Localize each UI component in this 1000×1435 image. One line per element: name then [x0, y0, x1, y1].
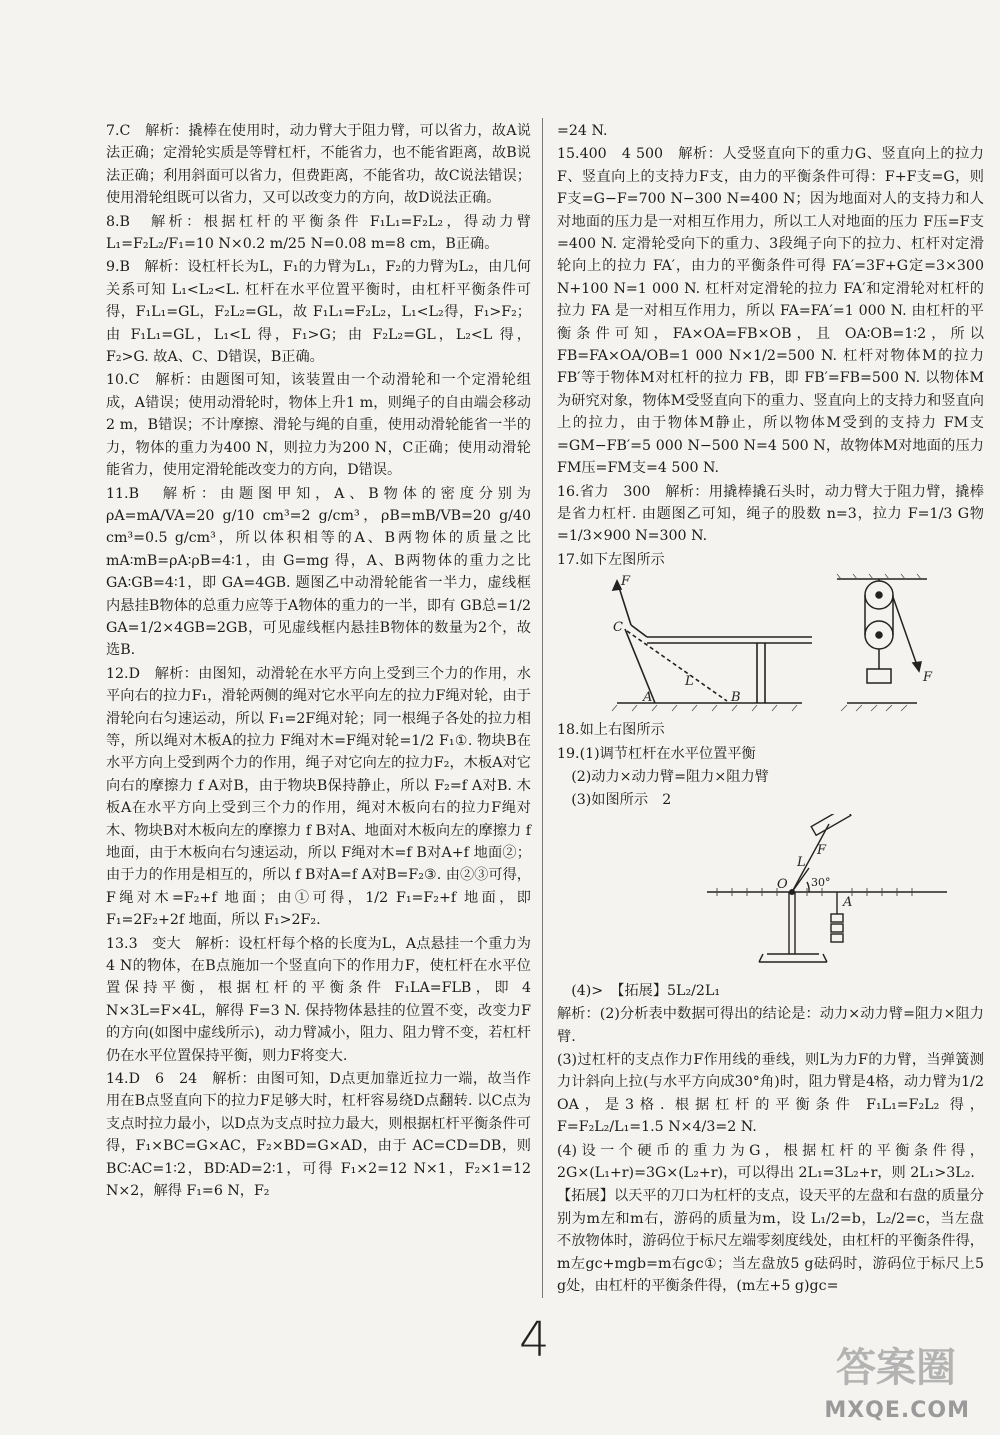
answer-11: 11.B 解析：由题图甲知，A、B物体的密度分别为 ρA=mA/VA=20 g/10 cm³=2 g/cm³，ρB=mB/VB=20 g/40 cm³=0.5 g/cm³，所以体积相等的A、B两物体的质量之比 mA∶mB=ρA∶ρB=4∶1，由 G=mg 得，A、B两物体的重力之比 GA∶GB=4∶1，即 GA=4GB. 题图乙中动滑轮能省一半力，虚线框内悬挂B物体的总重力应等于A物体的重力的一半，即有 GB总=1/2 GA=1/2×4GB=2GB，可见虚线框内悬挂B物体的数量为2个，故选B.: [106, 485, 536, 659]
lever-spring-figure: [697, 814, 957, 974]
label-c: C: [613, 620, 623, 636]
analysis-19-2: 解析：(2)分析表中数据可得出的结论是：动力×动力臂=阻力×阻力臂.: [557, 1006, 984, 1045]
label-l: L: [685, 674, 694, 690]
answer-7: 7.C 解析：撬棒在使用时，动力臂大于阻力臂，可以省力，故A说法正确；定滑轮实质是等臂杠杆，不能省力，也不能省距离，故B说法正确；利用斜面可以省力，但费距离，不能省功，故C说法错误；使用滑轮组既可以省力，又可以改变力的方向，故D说法正确。: [106, 123, 531, 207]
label-f: F: [621, 574, 631, 590]
left-column: [106, 120, 536, 1203]
answer-8: 8.B 解析：根据杠杆的平衡条件 F₁L₁=F₂L₂，得动力臂 L₁=F₂L₂/F₁=10 N×0.2 m/25 N=0.08 m=8 cm，B正确。: [106, 213, 536, 253]
answer-13: 13.3 变大 解析：设杠杆每个格的长度为L，A点悬挂一个重力为4 N的物体，在B点施加一个竖直向下的作用力F，使杠杆在水平位置保持平衡，根据杠杆的平衡条件 F₁LA=FLB，即 4 N×3L=F×4L，解得 F=3 N. 保持物体悬挂的位置不变，改变力F的方向(如图中虚线所示)，动力臂减小，阻力、阻力臂不变，若杠杆仍在水平位置保持平衡，则力F将变大.: [106, 935, 536, 1064]
watermark-logo-text: 答案圈: [836, 1345, 956, 1391]
analysis-19-3: (3)过杠杆的支点作力F作用线的垂线，则L为力F的力臂，当弹簧测力计斜向上拉(与水平方向成30°角)时，阻力臂是4格，动力臂为1/2 OA，是3格. 根据杠杆的平衡条件 F₁L₁=F₂L₂ 得，F=F₂L₂/L₁=1.5 N×4/3=2 N.: [557, 1051, 989, 1136]
label-a-fig19: A: [843, 894, 853, 910]
answer-16: 16.省力 300 解析：用撬棒撬石头时，动力臂大于阻力臂，撬棒是省力杠杆. 由题图乙可知，绳子的股数 n=3，拉力 F=1/3 G物=1/3×900 N=300 N.: [557, 483, 984, 545]
answer-12: 12.D 解析：由图知，动滑轮在水平方向上受到三个力的作用，水平向右的拉力F₁，滑轮两侧的绳对它水平向左的拉力F绳对轮，由于滑轮向右匀速运动，所以 F₁=2F绳对轮；同一根绳子各处的拉力相等，所以绳对木板A的拉力 F绳对木=F绳对轮=1/2 F₁①. 物块B在水平方向上受到两个力的作用，绳子对它向左的拉力F₂，木板A对它向右的摩擦力 f A对B，由于物块B保持静止，所以 F₂=f A对B. 木板A在水平方向上受到三个力的作用，绳对木板向右的拉力F绳对木、物块B对木板向左的摩擦力 f B对A、地面对木板向左的摩擦力 f 地面，由于木板向右匀速运动，所以 F绳对木=f B对A+f 地面②；由于力的作用是相互的，所以 f B对A=f A对B=F₂③. 由②③可得，F绳对木=F₂+f 地面；由①可得，1/2 F₁=F₂+f 地面，即 F₁=2F₂+2f 地面，所以 F₁>2F₂.: [106, 665, 536, 929]
analysis-19-4: (4)设一个硬币的重力为G，根据杠杆的平衡条件得，2G×(L₁+r)=3G×(L₂+r)，可以得出 2L₁=3L₂+r，则 2L₁>3L₂.: [557, 1142, 984, 1181]
label-a: A: [643, 690, 653, 706]
answer-19-2: (2)动力×动力臂=阻力×阻力臂: [557, 768, 769, 785]
label-l-fig19: L: [797, 854, 806, 870]
answer-19-4: (4)> 【拓展】5L₂/2L₁: [557, 982, 721, 999]
answer-14-cont: =24 N.: [557, 123, 608, 139]
answer-19-3: (3)如图所示 2: [557, 792, 672, 809]
label-f-fig19: F: [817, 842, 827, 858]
answer-19-1: 19.(1)调节杠杆在水平位置平衡: [557, 745, 756, 762]
lever-table-figure: [597, 573, 837, 713]
figure-19: [557, 814, 984, 974]
answer-14: 14.D 6 24 解析：由图可知，D点更加靠近拉力一端，故当作用在B点竖直向下的拉力F足够大时，杠杆容易绕D点翻转. 以C点为支点时拉力最小，以D点为支点时拉力最大，则根据杠杆平衡条件可得，F₁×BC=G×AC，F₂×BD=G×AD，由于 AC=CD=DB，则 BC∶AC=1∶2，BD∶AD=2∶1，可得 F₁×2=12 N×1，F₂×1=12 N×2，解得 F₁=6 N，F₂: [106, 1071, 536, 1200]
right-column: [557, 120, 989, 1297]
answer-17: 17.如下左图所示: [557, 551, 665, 568]
label-f-pulley: F: [923, 670, 933, 686]
answer-18: 18.如上右图所示: [557, 722, 665, 739]
answer-15: 15.400 4 500 解析：人受竖直向下的重力G、竖直向上的拉力F、竖直向上的支持力F支，由力的平衡条件可得：F+F支=G，则 F支=G−F=700 N−300 N=400 N；因为地面对人的支持力和人对地面的压力是一对相互作用力，所以工人对地面的压力 F压=F支=400 N. 定滑轮受向下的重力、3段绳子向下的拉力、杠杆对定滑轮向上的拉力 FA′，由力的平衡条件可得 FA′=3F+G定=3×300 N+100 N=1 000 N. 杠杆对定滑轮的拉力 FA′和定滑轮对杠杆的拉力 FA 是一对相互作用力，所以 FA=FA′=1 000 N. 由杠杆的平衡条件可知，FA×OA=FB×OB，且 OA∶OB=1∶2，所以 FB=FA×OA/OB=1 000 N×1/2=500 N. 杠杆对物体M的拉力 FB′等于物体M对杠杆的拉力 FB，即 FB′=FB=500 N. 以物体M为研究对象，物体M受竖直向下的重力、竖直向上的支持力和竖直向上的拉力，由于物体M静止，所以物体M受到的支持力 FM支=GM−FB′=5 000 N−500 N=4 500 N，故物体M对地面的压力 FM压=FM支=4 500 N.: [557, 146, 989, 477]
figures-17-18: [557, 573, 984, 713]
label-o: O: [777, 876, 788, 892]
pulley-figure: [827, 573, 937, 713]
page-number: 4: [519, 1312, 550, 1368]
answer-9: 9.B 解析：设杠杆长为L，F₁的力臂为L₁，F₂的力臂为L₂，由几何关系可知 L₁<L₂<L. 杠杆在水平位置平衡时，由杠杆平衡条件可得，F₁L₁=GL，F₂L₂=GL，故 F₁L₁=F₂L₂，L₁<L₂得，F₁>F₂；由 F₁L₁=GL，L₁<L 得，F₁>G；由 F₂L₂=GL，L₂<L 得，F₂>G. 故A、C、D错误，B正确。: [106, 259, 531, 366]
label-angle: 30°: [811, 875, 831, 889]
analysis-extension: 【拓展】以天平的刀口为杠杆的支点，设天平的左盘和右盘的质量分别为m左和m右，游码的质量为m，设 L₁/2=b，L₂/2=c，当左盘不放物体时，游码位于标尺左端零刻度线处，由杠杆的平衡条件得，m左gc+mgb=m右gc①；当左盘放5 g砝码时，游码位于标尺上5 g处，由杠杆的平衡条件得，(m左+5 g)gc=: [557, 1188, 989, 1295]
column-divider: [542, 118, 543, 1298]
watermark-url: MXQE.COM: [824, 1398, 970, 1423]
answer-10: 10.C 解析：由题图可知，该装置由一个动滑轮和一个定滑轮组成，A错误；使用动滑轮时，物体上升1 m，则绳子的自由端会移动2 m，B错误；不计摩擦、滑轮与绳的自重，使用动滑轮能省一半的力，物体的重力为400 N，则拉力为200 N，C正确；使用动滑轮能省力，使用定滑轮能改变力的方向，D错误。: [106, 372, 531, 479]
label-b: B: [731, 690, 741, 706]
